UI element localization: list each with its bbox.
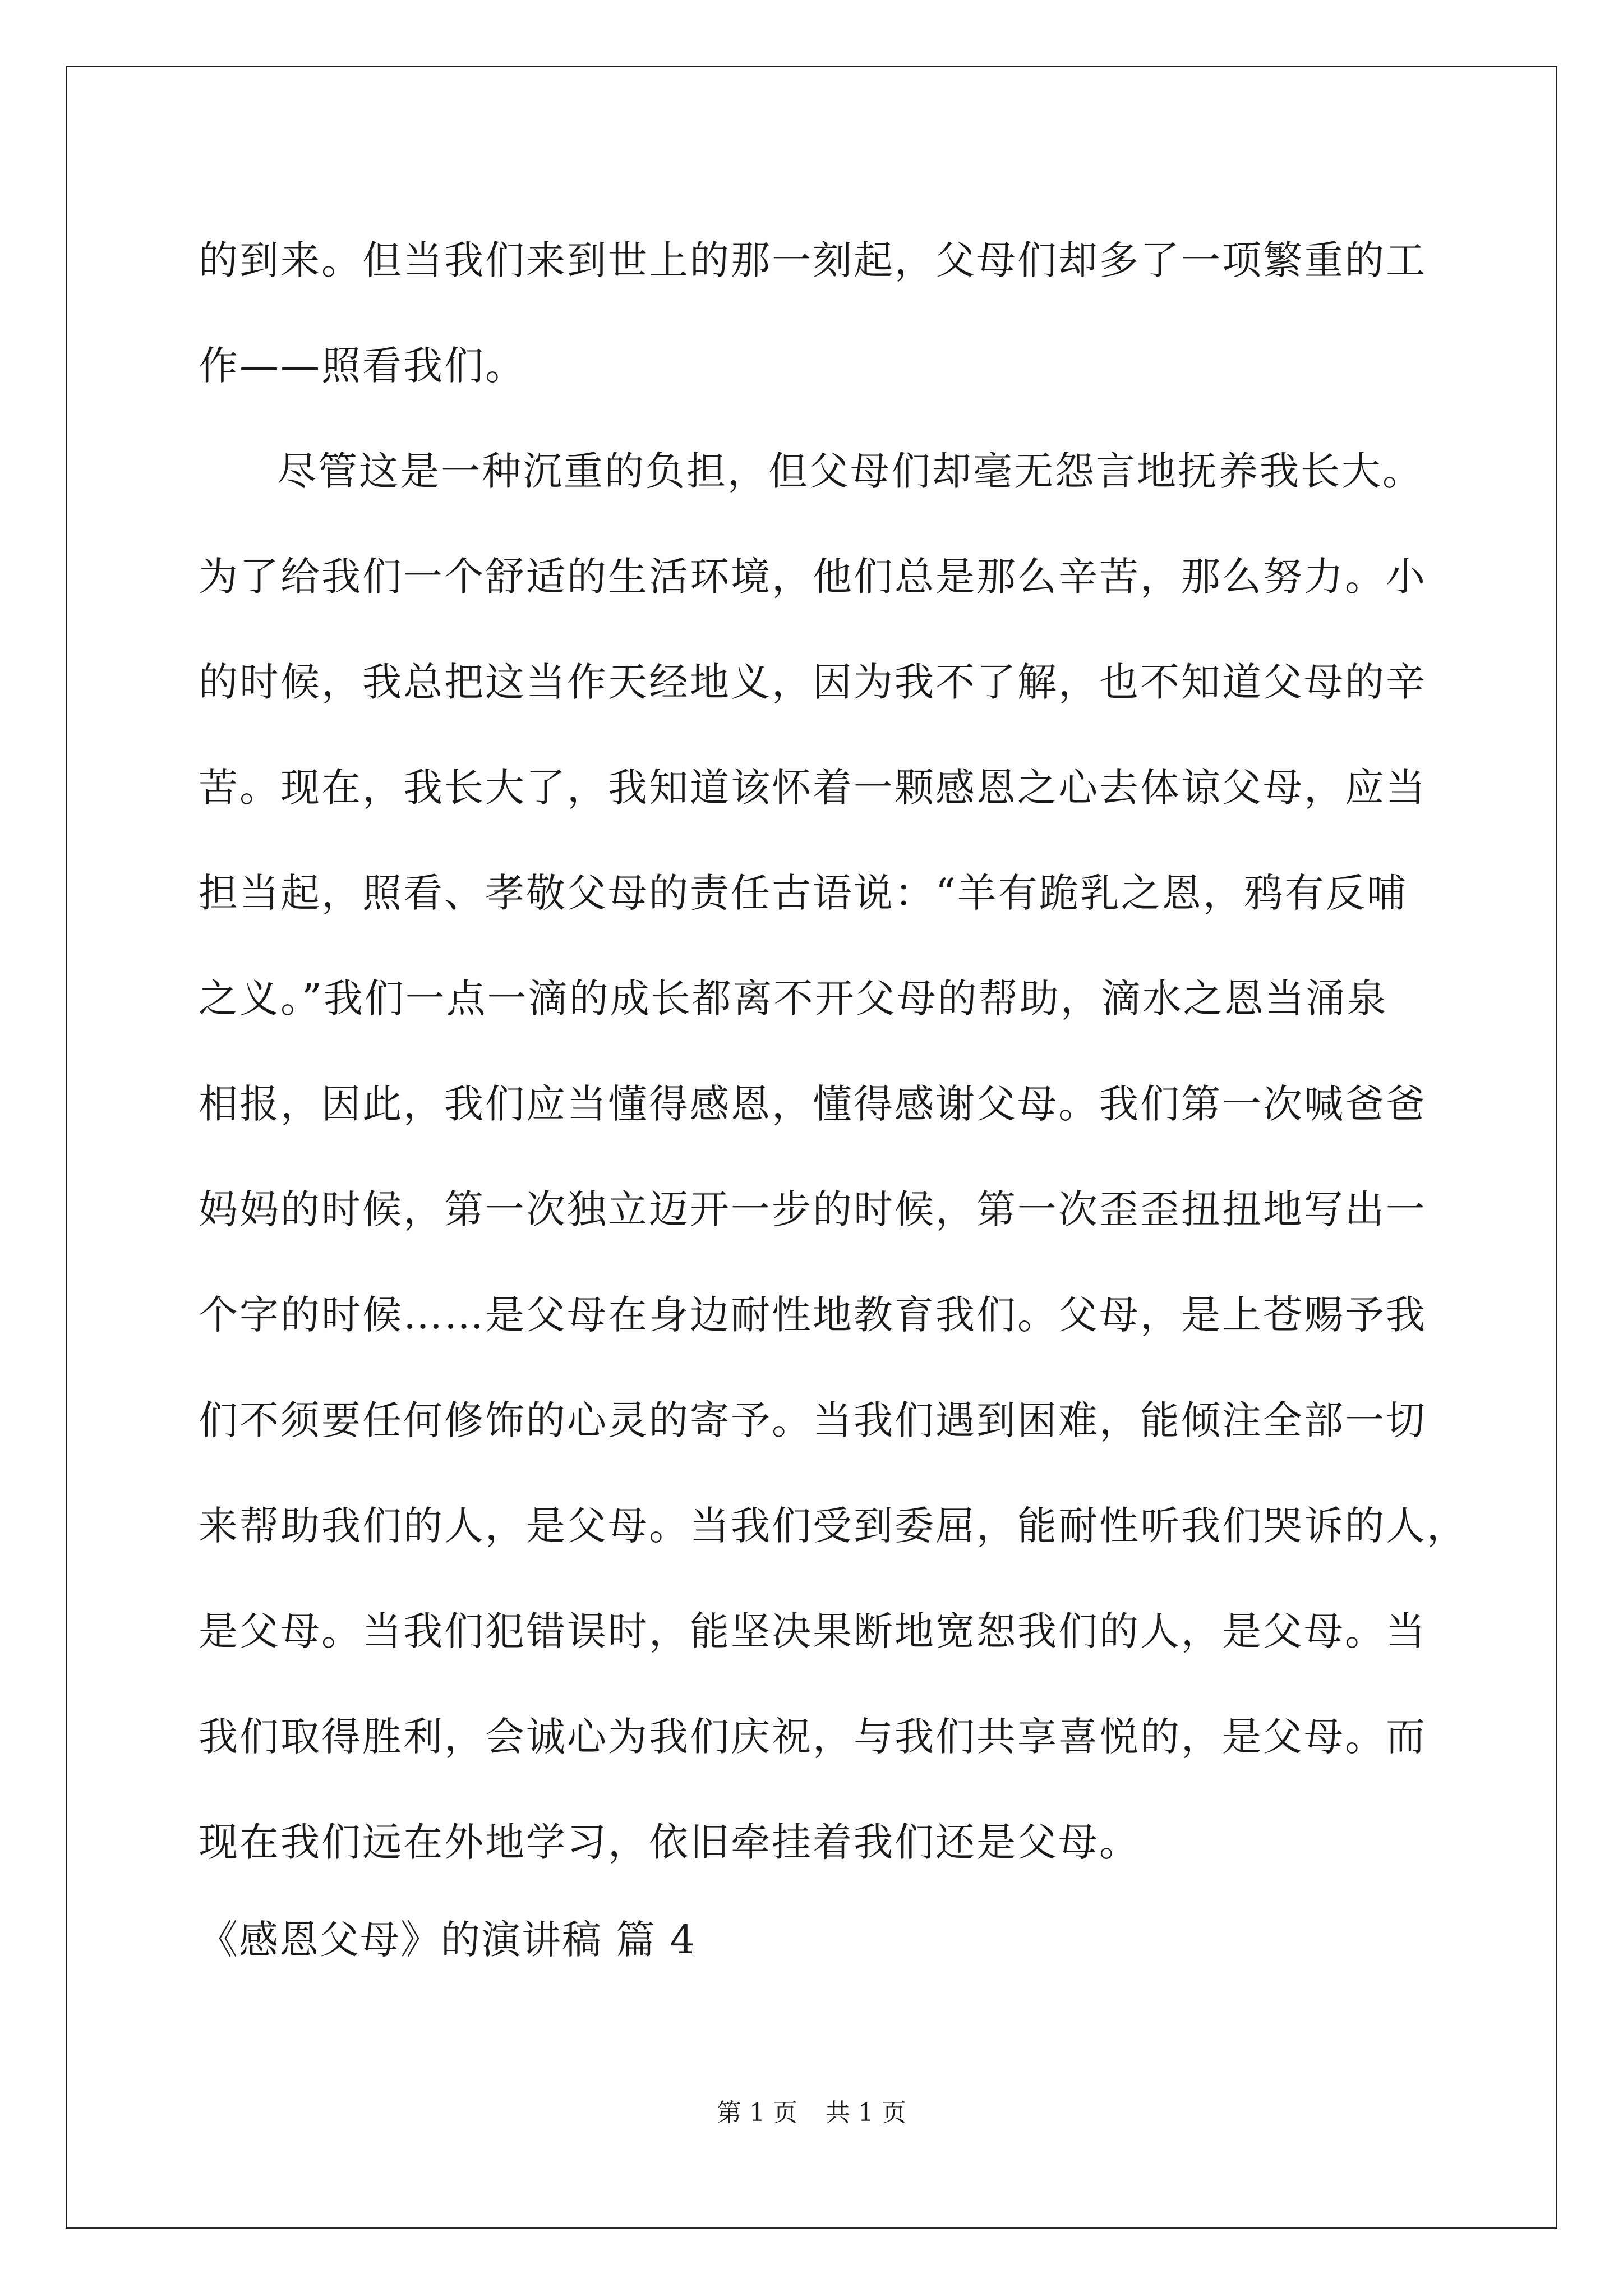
body-line: 是父母。当我们犯错误时，能坚决果断地宽恕我们的人，是父母。当 xyxy=(199,1608,1427,1654)
body-line: 妈妈的时候，第一次独立迈开一步的时候，第一次歪歪扭扭地写出一 xyxy=(199,1186,1427,1232)
body-line: 们不须要任何修饰的心灵的寄予。当我们遇到困难，能倾注全部一切 xyxy=(199,1397,1427,1443)
body-line: 相报，因此，我们应当懂得感恩，懂得感谢父母。我们第一次喊爸爸 xyxy=(199,1081,1427,1127)
body-line: 我们取得胜利，会诚心为我们庆祝，与我们共享喜悦的，是父母。而 xyxy=(199,1714,1427,1760)
body-line: 个字的时候……是父母在身边耐性地教育我们。父母，是上苍赐予我 xyxy=(199,1292,1427,1338)
body-line: 来帮助我们的人，是父母。当我们受到委屈，能耐性听我们哭诉的人， xyxy=(199,1503,1468,1549)
body-line: 现在我们远在外地学习，依旧牵挂着我们还是父母。 xyxy=(199,1819,1140,1865)
page-number-total: 共 1 页 xyxy=(826,2099,906,2127)
body-line: 的到来。但当我们来到世上的那一刻起，父母们却多了一项繁重的工 xyxy=(199,237,1427,283)
section-heading: 《感恩父母》的演讲稿 篇 4 xyxy=(199,1917,697,1963)
body-line: 作——照看我们。 xyxy=(199,343,526,389)
page-number-current: 第 1 页 xyxy=(717,2099,797,2127)
document-body xyxy=(199,208,1468,1895)
body-line: 之义。”我们一点一滴的成长都离不开父母的帮助，滴水之恩当涌泉 xyxy=(199,976,1388,1022)
paragraph-start-line: 尽管这是一种沉重的负担，但父母们却毫无怨言地抚养我长大。 xyxy=(277,448,1423,494)
body-line: 为了给我们一个舒适的生活环境，他们总是那么辛苦，那么努力。小 xyxy=(199,554,1427,600)
body-line: 苦。现在，我长大了，我知道该怀着一颗感恩之心去体谅父母，应当 xyxy=(199,765,1427,811)
page-footer xyxy=(0,2096,1623,2130)
body-line: 担当起，照看、孝敬父母的责任古语说：“羊有跪乳之恩，鸦有反哺 xyxy=(199,870,1408,916)
body-line: 的时候，我总把这当作天经地义，因为我不了解，也不知道父母的辛 xyxy=(199,659,1427,705)
